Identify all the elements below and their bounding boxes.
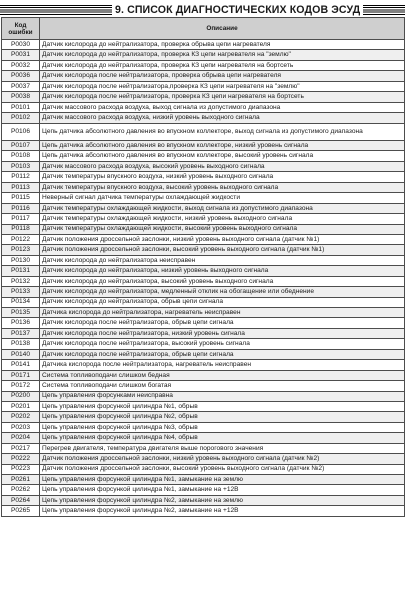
table-row <box>2 360 405 370</box>
error-code-cell: P0103 <box>2 161 40 171</box>
table-row <box>2 266 405 276</box>
error-code-cell: P0201 <box>2 401 40 411</box>
description-cell: Цепь управления форсункой цилиндра №4, обрыв <box>40 433 405 443</box>
table-row <box>2 71 405 81</box>
error-code-cell: P0106 <box>2 123 40 141</box>
description-cell: Датчик кислорода после нейтрализатора, проверка КЗ цепи нагревателя на бортсеть <box>40 92 405 102</box>
table-row <box>2 443 405 453</box>
description-cell: Датчик кислорода после нейтрализатора, обрыв цепи сигнала <box>40 349 405 359</box>
table-row <box>2 102 405 112</box>
error-code-cell: P0222 <box>2 454 40 464</box>
table-row <box>2 214 405 224</box>
error-code-cell: P0200 <box>2 391 40 401</box>
table-row <box>2 203 405 213</box>
error-code-cell: P0036 <box>2 71 40 81</box>
table-row <box>2 391 405 401</box>
error-code-cell: P0118 <box>2 224 40 234</box>
table-row <box>2 495 405 505</box>
error-code-cell: P0038 <box>2 92 40 102</box>
error-code-cell: P0171 <box>2 370 40 380</box>
error-code-cell: P0262 <box>2 485 40 495</box>
table-row <box>2 339 405 349</box>
error-code-cell: P0135 <box>2 308 40 318</box>
description-cell: Датчик кислорода до нейтрализатора, проверка обрыва цепи нагревателя <box>40 40 405 50</box>
table-body <box>2 40 405 517</box>
error-code-cell: P0140 <box>2 349 40 359</box>
description-cell: Датчик кислорода после нейтрализатора, низкий уровень сигнала <box>40 328 405 338</box>
error-code-cell: P0112 <box>2 172 40 182</box>
column-header-code: Код ошибки <box>2 18 40 40</box>
description-cell: Система топливоподачи слишком богатая <box>40 381 405 391</box>
table-row <box>2 255 405 265</box>
table-row <box>2 401 405 411</box>
error-code-cell: P0141 <box>2 360 40 370</box>
description-cell: Датчик кислорода до нейтрализатора, обрыв цепи сигнала <box>40 297 405 307</box>
table-row <box>2 412 405 422</box>
error-code-cell: P0032 <box>2 60 40 70</box>
error-code-cell: P0138 <box>2 339 40 349</box>
description-cell: Датчик кислорода до нейтрализатора неисправен <box>40 255 405 265</box>
description-cell: Датчик кислорода до нейтрализатора, проверка КЗ цепи нагревателя на "землю" <box>40 50 405 60</box>
table-header-row <box>2 18 405 40</box>
table-row <box>2 81 405 91</box>
table-row <box>2 381 405 391</box>
table-row <box>2 370 405 380</box>
table-row <box>2 182 405 192</box>
description-cell: Датчик кислорода после нейтрализатора, обрыв цепи сигнала <box>40 318 405 328</box>
description-cell: Датчика кислорода после нейтрализатора, нагреватель неисправен <box>40 360 405 370</box>
description-cell: Неверный сигнал датчика температуры охлаждающей жидкости <box>40 193 405 203</box>
description-cell: Датчик массового расхода воздуха, выход сигнала из допустимого диапазона <box>40 102 405 112</box>
error-code-cell: P0037 <box>2 81 40 91</box>
table-row <box>2 161 405 171</box>
error-code-cell: P0030 <box>2 40 40 50</box>
table-row <box>2 475 405 485</box>
description-cell: Датчик кислорода до нейтрализатора, низкий уровень выходного сигнала <box>40 266 405 276</box>
description-cell: Цепь датчика абсолютного давления во впускном коллекторе, выход сигнала из допустимого диапазона <box>40 123 405 141</box>
error-code-cell: P0102 <box>2 113 40 123</box>
table-row <box>2 297 405 307</box>
table-row <box>2 193 405 203</box>
table-row <box>2 485 405 495</box>
error-code-cell: P0115 <box>2 193 40 203</box>
header-stripes-right <box>363 5 405 16</box>
description-cell: Датчик положения дроссельной заслонки, высокий уровень выходного сигнала (датчик №1) <box>40 245 405 255</box>
table-row <box>2 433 405 443</box>
description-cell: Датчик положения дроссельной заслонки, низкий уровень выходного сигнала (датчик №1) <box>40 234 405 244</box>
error-code-cell: P0133 <box>2 287 40 297</box>
description-cell: Датчика кислорода до нейтрализатора, нагреватель неисправен <box>40 308 405 318</box>
description-cell: Датчик температуры охлаждающей жидкости, высокий уровень выходного сигнала <box>40 224 405 234</box>
error-code-cell: P0107 <box>2 141 40 151</box>
error-code-cell: P0136 <box>2 318 40 328</box>
description-cell: Цепь управления форсункой цилиндра №1, замыкание на +12В <box>40 485 405 495</box>
table-row <box>2 234 405 244</box>
error-code-cell: P0130 <box>2 255 40 265</box>
table-row <box>2 422 405 432</box>
table-row <box>2 506 405 516</box>
error-code-cell: P0172 <box>2 381 40 391</box>
description-cell: Цепь датчика абсолютного давления во впускном коллекторе, высокий уровень сигнала <box>40 151 405 161</box>
description-cell: Датчик температуры впускного воздуха, низкий уровень выходного сигнала <box>40 172 405 182</box>
description-cell: Датчик массового расхода воздуха, высокий уровень выходного сигнала <box>40 161 405 171</box>
table-row <box>2 308 405 318</box>
diagnostic-codes-table <box>1 17 405 517</box>
column-header-description: Описание <box>40 18 405 40</box>
description-cell: Цепь управления форсунками неисправна <box>40 391 405 401</box>
description-cell: Датчик кислорода после нейтрализатора,проверка КЗ цепи нагревателя на "землю" <box>40 81 405 91</box>
table-row <box>2 276 405 286</box>
description-cell: Цепь управления форсункой цилиндра №2, обрыв <box>40 412 405 422</box>
error-code-cell: P0223 <box>2 464 40 474</box>
error-code-cell: P0132 <box>2 276 40 286</box>
error-code-cell: P0202 <box>2 412 40 422</box>
table-row <box>2 113 405 123</box>
description-cell: Датчик температуры охлаждающей жидкости, выход сигнала из допустимого диапазона <box>40 203 405 213</box>
table-row <box>2 287 405 297</box>
error-code-cell: P0204 <box>2 433 40 443</box>
description-cell: Цепь управления форсункой цилиндра №3, обрыв <box>40 422 405 432</box>
table-row <box>2 60 405 70</box>
table-row <box>2 318 405 328</box>
table-row <box>2 245 405 255</box>
error-code-cell: P0261 <box>2 475 40 485</box>
error-code-cell: P0116 <box>2 203 40 213</box>
error-code-cell: P0217 <box>2 443 40 453</box>
error-code-cell: P0265 <box>2 506 40 516</box>
error-code-cell: P0134 <box>2 297 40 307</box>
description-cell: Цепь управления форсункой цилиндра №1, замыкание на землю <box>40 475 405 485</box>
table-row <box>2 328 405 338</box>
description-cell: Цепь управления форсункой цилиндра №1, обрыв <box>40 401 405 411</box>
error-code-cell: P0264 <box>2 495 40 505</box>
description-cell: Датчик кислорода после нейтрализатора, проверка обрыва цепи нагревателя <box>40 71 405 81</box>
error-code-cell: P0117 <box>2 214 40 224</box>
header-stripes-left <box>0 5 112 16</box>
description-cell: Датчик температуры впускного воздуха, высокий уровень выходного сигнала <box>40 182 405 192</box>
table-row <box>2 50 405 60</box>
description-cell: Датчик массового расхода воздуха, низкий уровень выходного сигнала <box>40 113 405 123</box>
error-code-cell: P0137 <box>2 328 40 338</box>
error-code-cell: P0031 <box>2 50 40 60</box>
description-cell: Система топливоподачи слишком бедная <box>40 370 405 380</box>
description-cell: Датчик кислорода до нейтрализатора, проверка КЗ цепи нагревателя на бортсеть <box>40 60 405 70</box>
description-cell: Датчик положения дроссельной заслонки, низкий уровень выходного сигнала (датчик №2) <box>40 454 405 464</box>
table-row <box>2 464 405 474</box>
table-row <box>2 454 405 464</box>
description-cell: Цепь датчика абсолютного давления во впускном коллекторе, низкий уровень сигнала <box>40 141 405 151</box>
description-cell: Цепь управления форсункой цилиндра №2, замыкание на +12В <box>40 506 405 516</box>
error-code-cell: P0113 <box>2 182 40 192</box>
table-row <box>2 151 405 161</box>
error-code-cell: P0131 <box>2 266 40 276</box>
section-title: 9. СПИСОК ДИАГНОСТИЧЕСКИХ КОДОВ ЭСУД <box>115 4 361 16</box>
error-code-cell: P0101 <box>2 102 40 112</box>
description-cell: Датчик положения дроссельной заслонки, высокий уровень выходного сигнала (датчик №2) <box>40 464 405 474</box>
description-cell: Датчик кислорода до нейтрализатора, высокий уровень выходного сигнала <box>40 276 405 286</box>
description-cell: Датчик кислорода до нейтрализатора, медленный отклик на обогащение или обеднение <box>40 287 405 297</box>
table-row <box>2 349 405 359</box>
table-row <box>2 40 405 50</box>
description-cell: Перегрев двигателя, температура двигателя выше порогового значения <box>40 443 405 453</box>
table-row <box>2 224 405 234</box>
error-code-cell: P0203 <box>2 422 40 432</box>
error-code-cell: P0122 <box>2 234 40 244</box>
description-cell: Датчик кислорода после нейтрализатора, высокий уровень сигнала <box>40 339 405 349</box>
description-cell: Датчик температуры охлаждающей жидкости, низкий уровень выходного сигнала <box>40 214 405 224</box>
table-row <box>2 92 405 102</box>
error-code-cell: P0108 <box>2 151 40 161</box>
table-row <box>2 123 405 141</box>
description-cell: Цепь управления форсункой цилиндра №2, замыкание на землю <box>40 495 405 505</box>
error-code-cell: P0123 <box>2 245 40 255</box>
table-row <box>2 141 405 151</box>
table-row <box>2 172 405 182</box>
